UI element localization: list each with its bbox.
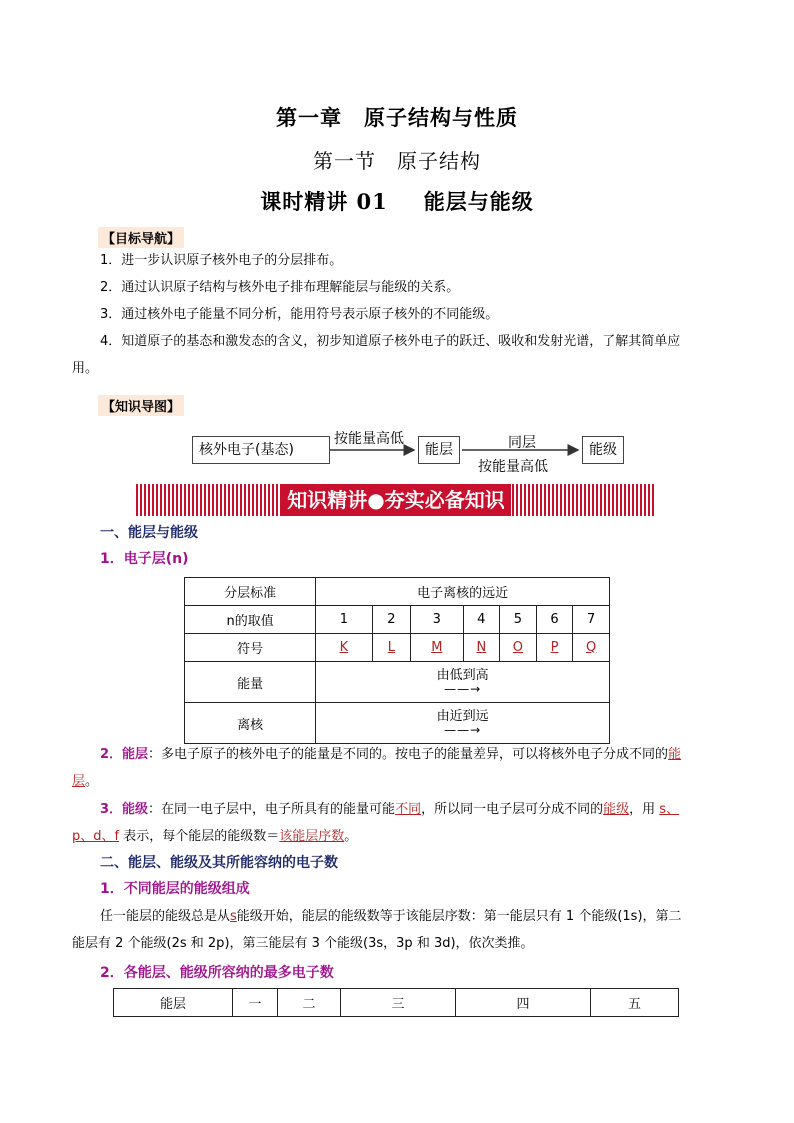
answer-blank: 能 — [668, 747, 682, 762]
shell-symbol: Q — [586, 640, 597, 655]
section-title: 第一节 原子结构 — [313, 149, 481, 173]
goal-item-4: 4．知道原子的基态和激发态的含义，初步知道原子核外电子的跃迁、吸收和发射光谱，了解其简单应 — [100, 334, 681, 349]
answer-blank: 不同 — [395, 802, 422, 817]
n-value: 3 — [411, 606, 463, 634]
paragraph-energy-level — [72, 796, 725, 850]
goal-item-3: 3．通过核外电子能量不同分析，能用符号表示原子核外的不同能级。 — [100, 307, 499, 322]
shell-symbol: N — [476, 640, 487, 655]
answer-blank: p、d、f — [72, 829, 120, 844]
goal-tag: 【目标导航】 — [98, 227, 184, 248]
table-header: 能层 — [114, 989, 233, 1017]
row-label: 能量 — [185, 662, 316, 703]
flow-label-1: 按能量高低 — [334, 431, 404, 447]
n-value: 5 — [500, 606, 537, 634]
row-label: 分层标准 — [185, 578, 316, 606]
n-value: 4 — [463, 606, 500, 634]
paragraph-text: ：在同一电子层中，电子所具有的能量可能 — [148, 802, 396, 817]
shell-symbol: K — [339, 640, 349, 655]
table-header: 五 — [591, 989, 679, 1017]
right-arrow-icon: ——→ — [444, 682, 482, 696]
paragraph-text: 表示，每个能层的能级数＝ — [123, 829, 280, 844]
answer-blank: s、 — [659, 802, 680, 817]
paragraph-text: 能级开始，能层的能级数等于该能层序数：第一能层只有 1 个能级(1s)，第二 — [236, 909, 682, 924]
row-label: n的取值 — [185, 606, 316, 634]
paragraph-text: 任一能层的能级总是从 — [100, 909, 231, 924]
answer-blank: 该能层序数 — [279, 829, 345, 844]
shell-symbol: L — [387, 640, 395, 655]
table-header: 四 — [456, 989, 591, 1017]
flow-label-2-bottom: 按能量高低 — [478, 459, 548, 475]
shell-symbol: O — [512, 640, 524, 655]
section-1-sub-1: 1．电子层(n) — [100, 551, 189, 567]
row-value: 电子离核的远近 — [316, 578, 610, 606]
section-2-sub-1: 1．不同能层的能级组成 — [100, 881, 250, 897]
n-value: 1 — [316, 606, 372, 634]
paragraph-text: ：多电子原子的核外电子的能量是不同的。按电子的能量差异，可以将核外电子分成不同的 — [148, 747, 669, 762]
lesson-title — [0, 186, 794, 216]
lesson-name: 能层与能级 — [423, 189, 534, 214]
n-value: 6 — [536, 606, 573, 634]
distance-trend-label: 由近到远 — [436, 709, 489, 724]
paragraph-text: 。 — [344, 829, 358, 844]
banner-text: 知识精讲●夯实必备知识 — [281, 484, 511, 516]
paragraph-energy-layer — [72, 741, 725, 795]
n-value: 2 — [372, 606, 411, 634]
paragraph-text: ，用 — [629, 802, 656, 817]
shell-symbol: M — [431, 640, 443, 655]
lesson-prefix: 课时精讲 01 — [260, 189, 388, 214]
n-value: 7 — [573, 606, 610, 634]
row-label: 符号 — [185, 634, 316, 662]
answer-blank: 层 — [72, 774, 86, 789]
flow-box-electrons: 核外电子(基态) — [192, 436, 330, 464]
electron-shell-table — [184, 577, 610, 744]
table-header: 三 — [341, 989, 456, 1017]
shell-symbol: P — [550, 640, 559, 655]
paragraph-text: 。 — [85, 774, 99, 789]
answer-blank: 能级 — [603, 802, 630, 817]
paragraph-level-composition — [72, 903, 725, 957]
flow-box-layer: 能层 — [418, 436, 460, 464]
goal-item-2: 2．通过认识原子结构与核外电子排布理解能层与能级的关系。 — [100, 280, 460, 295]
chapter-title: 第一章 原子结构与性质 — [276, 105, 518, 130]
flow-label-2-top: 同层 — [508, 435, 536, 451]
section-2-sub-2: 2．各能层、能级所容纳的最多电子数 — [100, 965, 334, 981]
flow-box-level: 能级 — [582, 436, 624, 464]
row-label: 离核 — [185, 703, 316, 744]
capacity-table — [113, 988, 679, 1017]
table-header: 二 — [278, 989, 341, 1017]
section-2-heading: 二、能层、能级及其所能容纳的电子数 — [100, 855, 338, 871]
paragraph-text: ，所以同一电子层可分成不同的 — [421, 802, 604, 817]
map-tag: 【知识导图】 — [98, 395, 184, 416]
section-banner — [136, 484, 656, 516]
goal-item-1: 1．进一步认识原子核外电子的分层排布。 — [100, 253, 343, 268]
energy-trend — [316, 662, 610, 703]
answer-blank: s — [230, 909, 237, 924]
goal-item-4-cont: 用。 — [72, 361, 99, 376]
table-header: 一 — [233, 989, 278, 1017]
energy-trend-label: 由低到高 — [436, 668, 489, 683]
paragraph-lead: 3．能级 — [100, 802, 149, 817]
paragraph-text: 能层有 2 个能级(2s 和 2p)，第三能层有 3 个能级(3s，3p 和 3d)，依次类推。 — [72, 936, 534, 951]
paragraph-lead: 2．能层 — [100, 747, 149, 762]
distance-trend — [316, 703, 610, 744]
section-1-heading: 一、能层与能级 — [100, 525, 198, 541]
right-arrow-icon: ——→ — [444, 723, 482, 737]
